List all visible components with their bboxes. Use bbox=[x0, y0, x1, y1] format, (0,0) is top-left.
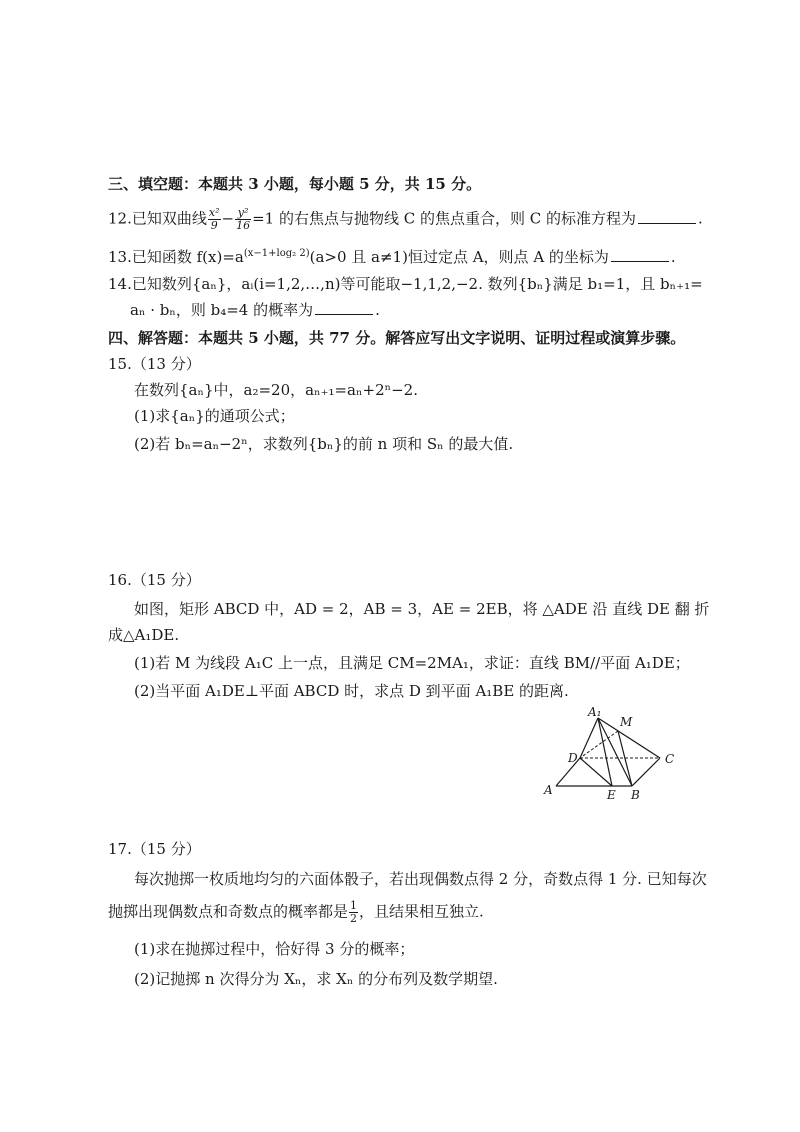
question-17-part-1: (1)求在抛掷过程中，恰好得 3 分的概率； bbox=[134, 940, 415, 958]
answer-blank bbox=[315, 300, 373, 315]
label-D: D bbox=[568, 751, 578, 765]
exponent: (x−1+log₂ 2) bbox=[243, 248, 310, 259]
question-15-header: 15.（13 分） bbox=[108, 355, 201, 373]
question-14-line-1 bbox=[108, 273, 703, 295]
question-17-part-2: (2)记抛掷 n 次得分为 Xₙ，求 Xₙ 的分布列及数学期望. bbox=[134, 970, 498, 988]
question-16-stem-line-2: 成△A₁DE. bbox=[108, 626, 180, 644]
question-17-header: 17.（15 分） bbox=[108, 840, 201, 858]
answer-blank bbox=[611, 247, 669, 262]
question-text: =1 的右焦点与抛物线 C 的焦点重合，则 C 的标准方程为 bbox=[252, 209, 636, 228]
question-15-part-1: (1)求{aₙ}的通项公式； bbox=[134, 407, 295, 425]
label-M: M bbox=[620, 715, 633, 729]
label-C: C bbox=[665, 752, 675, 766]
question-number: 12. bbox=[108, 209, 132, 228]
section-3-heading: 三、填空题：本题共 3 小题，每小题 5 分，共 15 分。 bbox=[108, 175, 482, 193]
question-14-line-2: aₙ · bₙ，则 b₄=4 的概率为 . bbox=[130, 301, 380, 319]
question-text: aₙ · bₙ，则 b₄=4 的概率为 bbox=[130, 301, 314, 319]
question-16-part-2: (2)当平面 A₁DE⊥平面 ABCD 时，求点 D 到平面 A₁BE 的距离. bbox=[134, 682, 569, 700]
question-text: 抛掷出现偶数点和奇数点的概率都是 bbox=[108, 902, 349, 921]
question-16-part-1: (1)若 M 为线段 A₁C 上一点，且满足 CM=2MA₁，求证：直线 BM//平面 A₁DE； bbox=[134, 654, 690, 672]
fraction-one-half: $\frac{1}{2}$ bbox=[350, 899, 358, 925]
question-text: 已知双曲线 bbox=[131, 209, 207, 228]
question-15-stem: 在数列{aₙ}中，a₂=20，aₙ₊₁=aₙ+2ⁿ−2. bbox=[134, 381, 418, 399]
question-17-stem-line-1: 每次抛掷一枚质地均匀的六面体骰子，若出现偶数点得 2 分，奇数点得 1 分. 已知每次 bbox=[134, 870, 707, 888]
question-16-header: 16.（15 分） bbox=[108, 571, 201, 589]
fraction-y2-over-16: $\frac{\text{y²}}{16}$ bbox=[236, 206, 251, 232]
question-text: (a>0 且 a≠1)恒过定点 A，则点 A 的坐标为 bbox=[309, 248, 609, 266]
section-4-heading: 四、解答题：本题共 5 小题，共 77 分。解答应写出文字说明、证明过程或演算步骤。 bbox=[108, 329, 686, 347]
question-12: 12.已知双曲线 $\frac{\text{x²}}{9}$ − $\frac{\text{y²}}{16}$ =1 的右焦点与抛物线 C 的焦点重合，则 C 的标准方程为 . bbox=[108, 206, 703, 232]
question-text: ，且结果相互独立. bbox=[359, 902, 484, 921]
question-13: 13.已知函数 $f(x)=a^{(x-1+log_2 2)}(a>0$ 且 a≠1)恒过定点 A，则点 A 的坐标为 . bbox=[108, 248, 676, 266]
question-16-stem-line-1: 如图，矩形 ABCD 中，AD = 2，AB = 3，AE = 2EB，将 △ADE 沿 直线 DE 翻 折 bbox=[134, 600, 710, 618]
geometry-figure bbox=[536, 706, 686, 802]
label-A: A bbox=[544, 783, 553, 797]
label-A1: A₁ bbox=[588, 706, 602, 719]
fraction-x2-over-9: $\frac{\text{x²}}{9}$ bbox=[208, 206, 220, 232]
question-text: 已知数列{aₙ}，aᵢ(i=1,2,…,n)等可能取−1,1,2,−2. 数列{bₙ}满足 b₁=1，且 bₙ₊₁= bbox=[131, 275, 703, 293]
question-17-stem-line-2 bbox=[108, 900, 484, 925]
question-text: 已知函数 f(x)=a bbox=[131, 248, 244, 266]
answer-blank bbox=[638, 209, 696, 224]
question-15-part-2: (2)若 bₙ=aₙ−2ⁿ，求数列{bₙ}的前 n 项和 Sₙ 的最大值. bbox=[134, 435, 514, 453]
label-B: B bbox=[631, 788, 640, 802]
question-number: 13. bbox=[108, 248, 132, 266]
question-number: 14. bbox=[108, 275, 132, 293]
label-E: E bbox=[607, 788, 616, 802]
edge-BC bbox=[632, 758, 660, 786]
